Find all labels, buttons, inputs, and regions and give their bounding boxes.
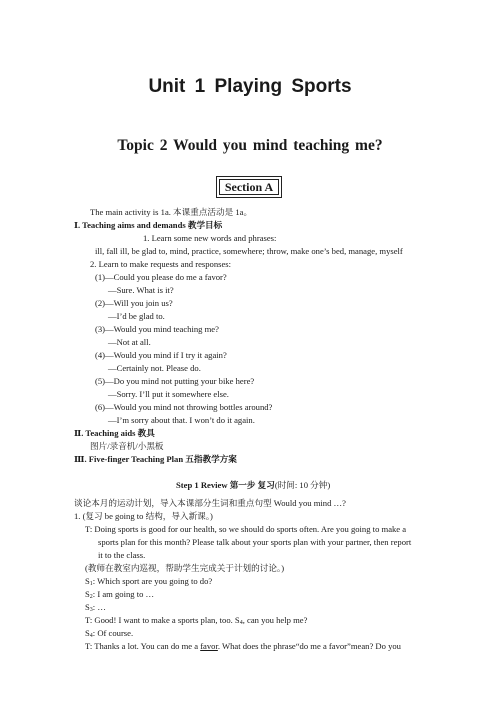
section-label: Section A (219, 179, 279, 195)
step1-item1: 1. (复习 be going to 结构，导入新课。) (74, 511, 213, 521)
teacher-line-cont: it to the class. (98, 550, 146, 560)
unit-title: Unit 1 Playing Sports (148, 76, 352, 97)
teaching-aids-heading: Ⅱ. Teaching aids 教具 (74, 428, 155, 438)
learn-requests-item: 2. Learn to make requests and responses: (90, 259, 232, 269)
vocabulary-list: ill, fall ill, be glad to, mind, practice, somewhere; throw, make one’s bed, manage, myself (95, 246, 403, 256)
teaching-aids-content: 图片/录音机/小黑板 (90, 441, 164, 451)
teacher-line-cont: sports plan for this month? Please talk about your sports plan with your partner, then report (98, 537, 412, 547)
step1-title (176, 479, 330, 491)
favor-word: favor (200, 641, 218, 651)
dialogue-answer: —Certainly not. Please do. (108, 363, 201, 373)
student3-line: S3: … (85, 602, 106, 613)
student1-line: S1: Which sport are you going to do? (85, 576, 213, 587)
teacher-line: T: Thanks a lot. You can do me a favor. What does the phrase“do me a favor”mean? Do you (85, 641, 401, 651)
teaching-aims-heading: Ⅰ. Teaching aims and demands 教学目标 (74, 220, 223, 230)
dialogue-question: (6)—Would you mind not throwing bottles around? (95, 402, 273, 412)
step1-intro: 谈论本月的运动计划，导入本课部分生词和重点句型 Would you mind …? (74, 498, 346, 508)
learn-words-item: 1. Learn some new words and phrases: (143, 233, 277, 243)
dialogue-answer: —Sure. What is it? (108, 285, 174, 295)
dialogue-question: (5)—Do you mind not putting your bike here? (95, 376, 255, 386)
teacher-line: T: Doing sports is good for our health, so we should do sports often. Are you going to make a (85, 524, 407, 534)
dialogue-question: (4)—Would you mind if I try it again? (95, 350, 227, 360)
dialogue-question: (2)—Will you join us? (95, 298, 173, 308)
dialogue-answer: —Not at all. (108, 337, 151, 347)
teacher-line: T: Good! I want to make a sports plan, too. S4, can you help me? (85, 615, 308, 626)
teaching-plan-heading: Ⅲ. Five-finger Teaching Plan 五指教学方案 (74, 454, 237, 464)
step1-title-time: (时间: 10 分钟) (274, 480, 331, 490)
dialogue-answer: —I’d be glad to. (108, 311, 165, 321)
step1-title-main: Step 1 Review 第一步 复习 (176, 480, 275, 490)
topic-title: Topic 2 Would you mind teaching me? (117, 137, 383, 154)
section-label-box (216, 176, 282, 198)
dialogue-question: (3)—Would you mind teaching me? (95, 324, 219, 334)
student4-line: S4: Of course. (85, 628, 134, 639)
dialogue-question: (1)—Could you please do me a favor? (95, 272, 227, 282)
student2-line: S2: I am going to … (85, 589, 155, 600)
dialogue-answer: —I’m sorry about that. I won’t do it again. (108, 415, 255, 425)
teacher-note: (教师在教室内巡视，帮助学生完成关于计划的讨论。) (85, 563, 285, 573)
dialogue-answer: —Sorry. I’ll put it somewhere else. (108, 389, 229, 399)
main-activity: The main activity is 1a. 本课重点活动是 1a。 (90, 207, 253, 217)
